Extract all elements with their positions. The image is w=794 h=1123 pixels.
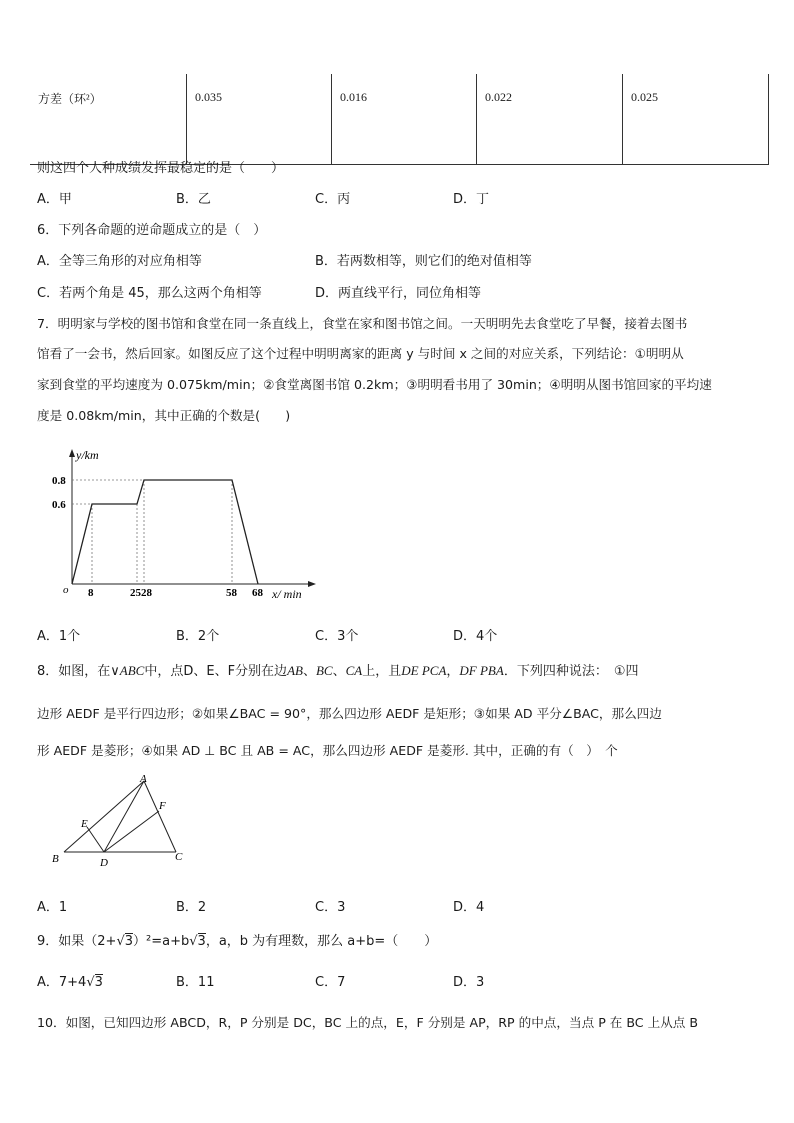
table-row (30, 74, 769, 165)
q8-math: DF PBA (459, 663, 504, 678)
q8-text: 、 (332, 664, 346, 679)
q5-option-d: D．丁 (453, 192, 490, 207)
vertex-label-f: F (159, 800, 166, 812)
vertex-label-c: C (175, 851, 183, 863)
q7-stem-line: 馆看了一会书，然后回家。如图反应了这个过程中明明离家的距离 y 与时间 x 之间的对应关系，下列结论：①明明从 (37, 346, 684, 361)
q9-text: 9．如果（2+ (37, 934, 117, 949)
q6-stem: 6．下列各命题的逆命题成立的是（ ） (37, 223, 267, 238)
q8-text: ①四 (613, 664, 639, 679)
q6-option-b: B．若两数相等，则它们的绝对值相等 (315, 254, 532, 269)
q8-text: ， (446, 664, 460, 679)
q6-option-c: C．若两个角是 45，那么这两个角相等 (37, 286, 262, 301)
q9-option-a (37, 971, 103, 990)
q9-radicand: 3 (197, 934, 206, 949)
x-tick-label: 58 (226, 587, 237, 599)
q6-option-a: A．全等三角形的对应角相等 (37, 254, 202, 269)
q9-radicand: 3 (124, 934, 134, 949)
table-cell: 0.025 (623, 74, 769, 165)
vertex-label-e: E (81, 818, 88, 830)
table-cell: 0.035 (187, 74, 332, 165)
q7-option-b: B．2个 (176, 629, 220, 644)
q5-option-a: A．甲 (37, 192, 72, 207)
q8-math: DE PCA (401, 663, 447, 678)
sqrt-icon: √ (116, 934, 125, 949)
q8-math: ∨ABC (110, 663, 145, 678)
q7-option-a: A．1个 (37, 629, 81, 644)
q8-option-a: A．1 (37, 900, 68, 915)
q9-option-c: C．7 (315, 975, 346, 990)
q8-triangle-figure (48, 772, 198, 872)
q10-stem: 10．如图，已知四边形 ABCD，R，P 分别是 DC，BC 上的点，E，F 分别是 AP，RP 的中点，当点 P 在 BC 上从点 B (37, 1015, 699, 1030)
table-cell: 0.022 (477, 74, 623, 165)
y-axis-arrow (69, 449, 75, 457)
q7-stem-line: 7．明明家与学校的图书馆和食堂在同一条直线上，食堂在家和图书馆之间。一天明明先去食堂吃了早餐，接着去图书 (37, 316, 688, 331)
q7-option-c: C．3个 (315, 629, 359, 644)
q8-option-c: C．3 (315, 900, 346, 915)
q5-stem: 则这四个人种成绩发挥最稳定的是（ ） (37, 161, 285, 176)
q7-option-d: D．4个 (453, 629, 498, 644)
x-tick-label: 2528 (130, 587, 152, 599)
q9-text: ）²=a+b (133, 934, 190, 949)
q7-distance-time-graph (50, 440, 330, 610)
q8-text: 上，且 (362, 664, 402, 679)
q8-option-d: D．4 (453, 900, 485, 915)
q9-option-d: D．3 (453, 975, 485, 990)
origin-label: o (63, 584, 69, 596)
q6-option-d: D．两直线平行，同位角相等 (315, 286, 482, 301)
vertex-label-d: D (100, 857, 108, 869)
q9-radicand: 3 (94, 975, 103, 990)
sqrt-icon: √ (86, 975, 95, 990)
q8-text: 8．如图，在 (37, 664, 111, 679)
distance-path (72, 480, 258, 584)
vertex-label-b: B (52, 853, 59, 865)
q9-option-a-text: A．7+4 (37, 975, 87, 990)
q7-stem-line: 家到食堂的平均速度为 0.075km/min；②食堂离图书馆 0.2km；③明明看书用了 30min；④明明从图书馆回家的平均速 (37, 377, 712, 392)
q5-option-b: B．乙 (176, 192, 211, 207)
q9-text: ，a，b 为有理数，那么 a+b=（ ） (205, 934, 438, 949)
triangle-lines (64, 781, 176, 852)
variance-table (30, 74, 769, 165)
y-tick-label: 0.8 (52, 475, 66, 487)
table-row-label: 方差（环²） (30, 74, 187, 165)
q8-math: CA (345, 663, 363, 678)
q8-stem-line1 (37, 660, 638, 679)
x-axis-label: x/ min (272, 587, 302, 601)
table-cell: 0.016 (332, 74, 477, 165)
x-tick-label: 8 (88, 587, 94, 599)
q9-option-b: B．11 (176, 975, 215, 990)
q8-stem-line3: 形 AEDF 是菱形；④如果 AD ⊥ BC 且 AB = AC，那么四边形 AEDF 是菱形. 其中，正确的有（ ） 个 (37, 743, 618, 758)
q8-text: 、 (302, 664, 316, 679)
guide-lines (72, 480, 232, 584)
q8-option-b: B．2 (176, 900, 207, 915)
vertex-label-a: A (140, 773, 147, 785)
x-tick-label: 68 (252, 587, 263, 599)
y-axis-label: y/km (76, 448, 99, 462)
sqrt-icon: √ (189, 934, 198, 949)
y-tick-label: 0.6 (52, 499, 66, 511)
q8-text: 中，点D、E、F分别在边 (144, 664, 288, 679)
q7-stem-line: 度是 0.08km/min，其中正确的个数是( ) (37, 408, 291, 423)
q8-math: AB (287, 663, 303, 678)
x-axis-arrow (308, 581, 316, 587)
q8-math: BC (315, 663, 333, 678)
q9-stem (37, 930, 437, 949)
q8-text: ．下列四种说法： (503, 664, 608, 679)
q5-option-c: C．丙 (315, 192, 351, 207)
q8-stem-line2: 边形 AEDF 是平行四边形；②如果∠BAC = 90°，那么四边形 AEDF 是矩形；③如果 AD 平分∠BAC，那么四边 (37, 706, 662, 721)
